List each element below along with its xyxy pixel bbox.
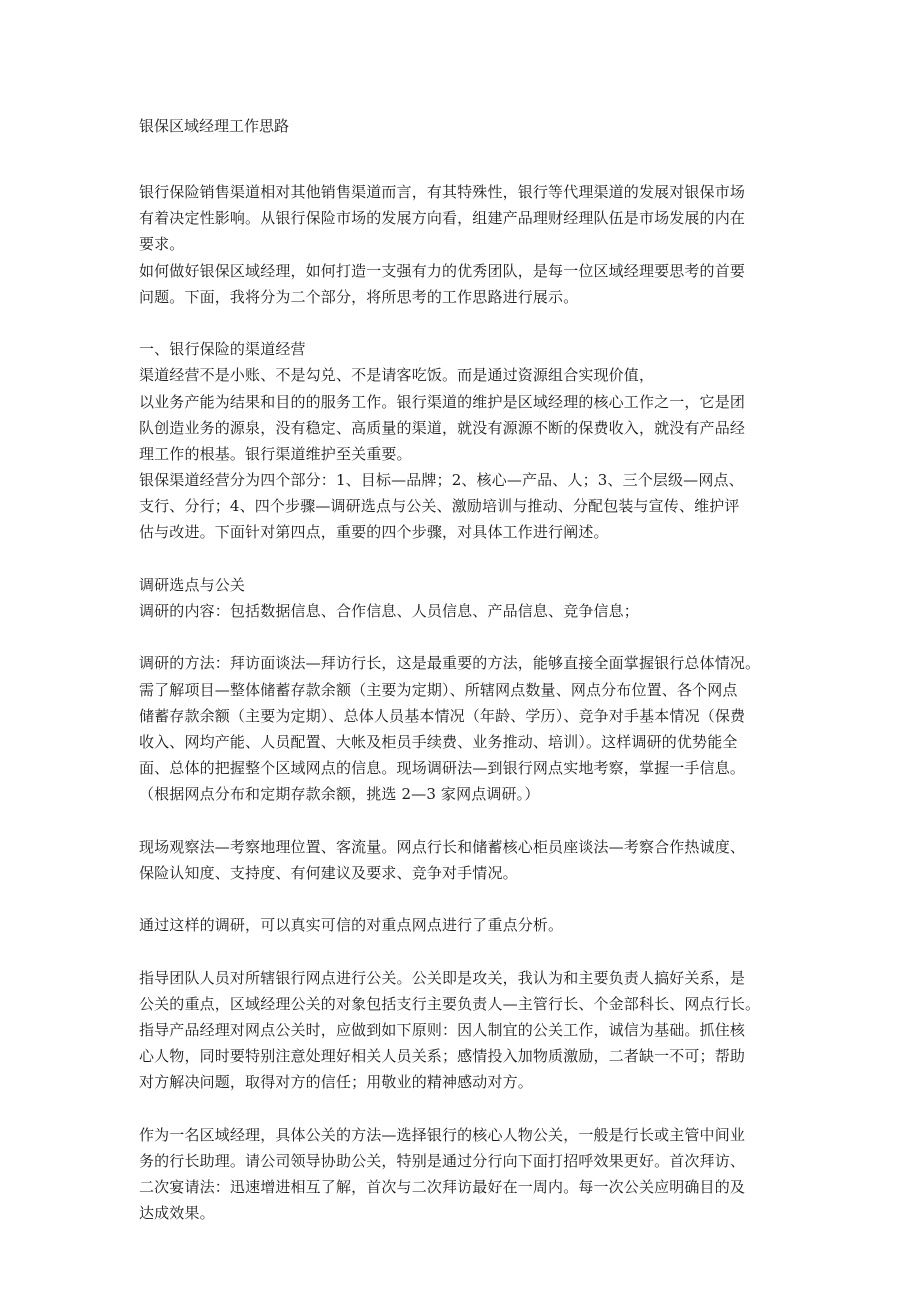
text-line: 问题。下面，我将分为二个部分，将所思考的工作思路进行展示。 xyxy=(139,287,579,306)
text-line: 调研的内容：包括数据信息、合作信息、人员信息、产品信息、竞争信息； xyxy=(139,602,639,620)
document-body xyxy=(139,179,789,1227)
text-line: 要求。 xyxy=(139,235,185,254)
text-line: 公关的重点，区域经理公关的对象包括支行主要负责人—主管行长、个金部科长、网点行长。 xyxy=(139,994,761,1013)
text-line: 渠道经营不是小账、不是勾兑、不是请客吃饭。而是通过资源组合实现价值， xyxy=(139,366,655,385)
text-line: 估与改进。下面针对第四点，重要的四个步骤，对具体工作进行阐述。 xyxy=(139,523,609,542)
text-line: 指导团队人员对所辖银行网点进行公关。公关即是攻关，我认为和主要负责人搞好关系，是 xyxy=(139,968,746,987)
text-line: （根据网点分布和定期存款余额，挑选 2—3 家网点调研。） xyxy=(139,785,540,804)
paragraph-gap xyxy=(139,546,789,572)
paragraph-gap xyxy=(139,624,789,650)
text-line: 现场观察法—考察地理位置、客流量。网点行长和储蓄核心柜员座谈法—考察合作热诚度、 xyxy=(139,837,746,856)
paragraph xyxy=(139,650,789,807)
paragraph-gap xyxy=(139,310,789,336)
text-line: 心人物，同时要特别注意处理好相关人员关系；感情投入加物质激励，二者缺一不可；帮助 xyxy=(139,1047,746,1066)
document-title: 银保区域经理工作思路 xyxy=(139,117,290,135)
text-line: 调研的方法：拜访面谈法—拜访行长，这是最重要的方法，能够直接全面掌握银行总体情况。 xyxy=(139,654,761,673)
text-line: 作为一名区域经理，具体公关的方法—选择银行的核心人物公关，一般是行长或主管中间业 xyxy=(139,1125,746,1144)
text-line: 面、总体的把握整个区域网点的信息。现场调研法—到银行网点实地考察，掌握一手信息。 xyxy=(139,759,746,778)
paragraph-gap xyxy=(139,938,789,964)
text-line: 理工作的根基。银行渠道维护至关重要。 xyxy=(139,444,412,463)
text-line: 储蓄存款余额（主要为定期）、总体人员基本情况（年龄、学历）、竞争对手基本情况（保费 xyxy=(139,706,746,725)
text-line: 如何做好银保区域经理，如何打造一支强有力的优秀团队，是每一位区域经理要思考的首要 xyxy=(139,261,746,280)
text-line: 务的行长助理。请公司领导协助公关，特别是通过分行向下面打招呼效果更好。首次拜访、 xyxy=(139,1151,746,1170)
text-line: 一、银行保险的渠道经营 xyxy=(139,340,306,359)
paragraph xyxy=(139,1122,789,1227)
text-line: 通过这样的调研，可以真实可信的对重点网点进行了重点分析。 xyxy=(139,916,564,935)
text-line: 需了解项目—整体储蓄存款余额（主要为定期）、所辖网点数量、网点分布位置、各个网点 xyxy=(139,680,738,699)
paragraph-gap xyxy=(139,886,789,912)
text-line: 有着决定性影响。从银行保险市场的发展方向看，组建产品理财经理队伍是市场发展的内在 xyxy=(139,209,746,228)
text-line: 达成效果。 xyxy=(139,1204,215,1223)
text-line: 以业务产能为结果和目的的服务工作。银行渠道的维护是区域经理的核心工作之一，它是团 xyxy=(139,392,746,411)
paragraph xyxy=(139,834,789,886)
text-line: 指导产品经理对网点公关时，应做到如下原则：因人制宜的公关工作，诚信为基础。抓住核 xyxy=(139,1021,746,1039)
text-line: 对方解决问题，取得对方的信任；用敬业的精神感动对方。 xyxy=(139,1073,533,1092)
text-line: 调研选点与公关 xyxy=(139,575,246,594)
paragraph-gap xyxy=(139,1096,789,1122)
paragraph xyxy=(139,912,789,938)
text-line: 队创造业务的源泉，没有稳定、高质量的渠道，就没有源源不断的保费收入，就没有产品经 xyxy=(139,418,746,437)
text-line: 银保渠道经营分为四个部分：1、目标—品牌；2、核心—产品、人；3、三个层级—网点、 xyxy=(139,471,744,490)
text-line: 二次宴请法：迅速增进相互了解，首次与二次拜访最好在一周内。每一次公关应明确目的及 xyxy=(139,1178,746,1197)
paragraph-gap xyxy=(139,808,789,834)
paragraph xyxy=(139,965,789,1096)
text-line: 收入、网均产能、人员配置、大帐及柜员手续费、业务推动、培训）。这样调研的优势能全 xyxy=(139,732,738,751)
paragraph xyxy=(139,572,789,624)
paragraph xyxy=(139,179,789,310)
text-line: 保险认知度、支持度、有何建议及要求、竞争对手情况。 xyxy=(139,863,518,882)
text-line: 支行、分行；4、四个步骤—调研选点与公关、激励培训与推动、分配包装与宣传、维护评 xyxy=(139,497,740,516)
paragraph xyxy=(139,336,789,546)
text-line: 银行保险销售渠道相对其他销售渠道而言，有其特殊性，银行等代理渠道的发展对银保市场 xyxy=(139,183,746,201)
